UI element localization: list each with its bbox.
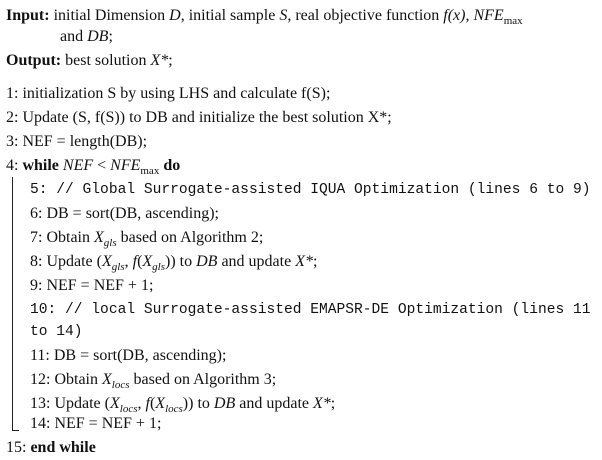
step-5-comment: 5: // Global Surrogate-assisted IQUA Optimization (lines 6 to 9) — [30, 182, 591, 198]
input-line-cont: and DB; — [60, 28, 113, 45]
input-line: Input: initial Dimension D, initial sample S, real objective function f(x), $NFE_{max}$ — [6, 7, 523, 28]
step-8: 8: Update ($X_{gls}$, $f(X_{gls})$) to DB and update X*; — [30, 253, 318, 274]
step-4-while: 4: while NEF < $NFE_{max}$ do — [6, 157, 181, 178]
step-15-end-while: 15: end while — [6, 439, 96, 456]
step-12: 12: Obtain $X_{locs}$ based on Algorithm 3; — [30, 371, 277, 392]
step-10-comment: 10: // local Surrogate-assisted EMAPSR-DE Optimization (lines 11 — [30, 302, 591, 318]
loop-scope-bar — [12, 177, 13, 431]
output-line: Output: best solution X*; — [6, 52, 173, 69]
input-label: Input: — [6, 7, 50, 24]
output-label: Output: — [6, 52, 62, 69]
step-11: 11: DB = sort(DB, ascending); — [30, 347, 227, 364]
step-13: 13: Update ($X_{locs}$, $f(X_{locs})$) to DB and update X*; — [30, 395, 336, 416]
step-1: 1: initialization S by using LHS and calculate f(S); — [6, 85, 331, 102]
step-14: 14: NEF = NEF + 1; — [30, 415, 162, 432]
step-3: 3: NEF = length(DB); — [6, 133, 148, 150]
step-9: 9: NEF = NEF + 1; — [30, 277, 154, 294]
step-2: 2: Update (S, f(S)) to DB and initialize the best solution X*; — [6, 109, 392, 126]
step-7: 7: Obtain $X_{gls}$ based on Algorithm 2; — [30, 229, 264, 250]
step-6: 6: DB = sort(DB, ascending); — [30, 205, 219, 222]
step-10-comment-cont: to 14) — [30, 324, 83, 340]
loop-scope-end-tick — [12, 430, 19, 431]
